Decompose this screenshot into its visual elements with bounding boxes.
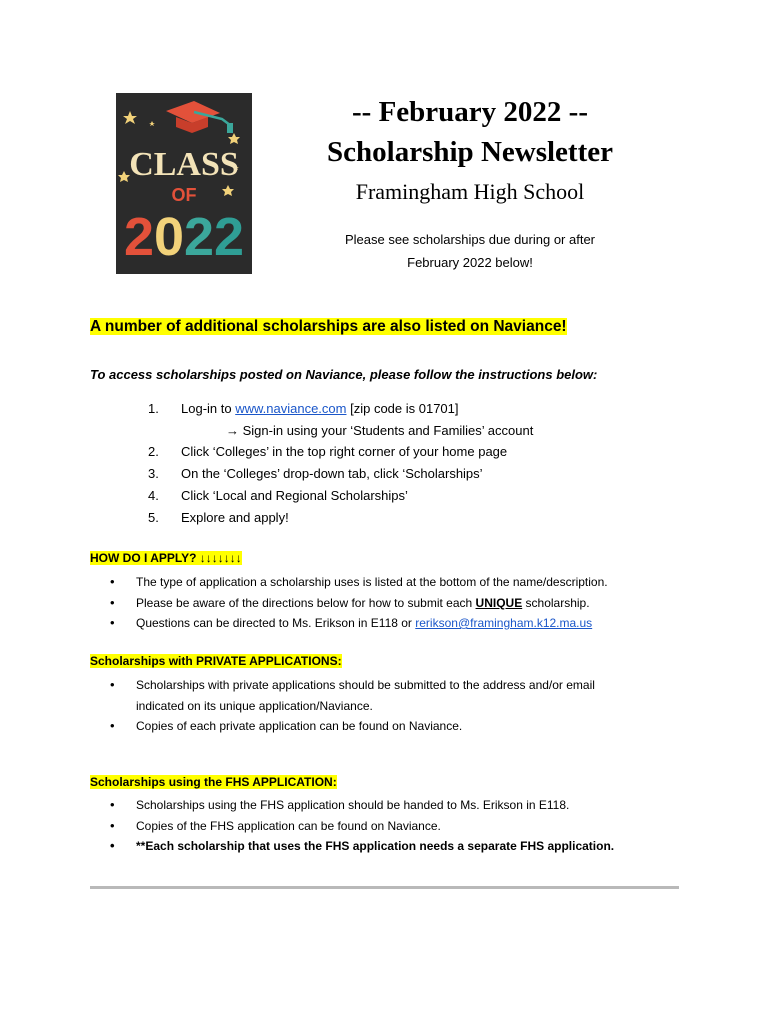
svg-text:2: 2 <box>214 207 245 267</box>
list-item: 2. Click ‘Colleges’ in the top right corner of your home page <box>148 444 508 460</box>
svg-text:CLASS: CLASS <box>129 146 239 183</box>
naviance-link[interactable]: www.naviance.com <box>235 401 347 416</box>
list-item: 5. Explore and apply! <box>148 509 289 525</box>
class-of-2022-logo <box>116 93 252 274</box>
list-item: • Scholarships with private applications should be submitted to the address and/or email indicated on its unique application/Naviance. <box>110 675 640 716</box>
naviance-steps <box>148 398 533 528</box>
list-item: • The type of application a scholarship uses is listed at the bottom of the name/description. <box>110 572 670 593</box>
intro-note: Please see scholarships due during or after February 2022 below! <box>344 232 596 270</box>
list-item: • Copies of the FHS application can be found on Naviance. <box>110 816 670 837</box>
how-to-apply-heading: HOW DO I APPLY? ↓↓↓↓↓↓↓ <box>90 551 242 565</box>
svg-text:2: 2 <box>184 207 215 267</box>
list-item: • Scholarships using the FHS application should be handed to Ms. Erikson in E118. <box>110 795 670 816</box>
svg-text:OF: OF <box>171 185 197 205</box>
email-link[interactable]: rerikson@framingham.k12.ma.us <box>415 616 593 630</box>
page-title: -- February 2022 -- Scholarship Newsletter <box>327 96 613 168</box>
naviance-heading: A number of additional scholarships are also listed on Naviance! <box>90 318 567 335</box>
divider <box>90 886 679 889</box>
naviance-instructions: To access scholarships posted on Naviance, please follow the instructions below: <box>90 367 598 382</box>
list-item: • Questions can be directed to Ms. Erikson in E118 or rerikson@framingham.k12.ma.us <box>110 613 670 634</box>
list-item: • Copies of each private application can be found on Naviance. <box>110 716 640 737</box>
list-item: 1. Log-in to www.naviance.com [zip code is 01701] <box>148 401 459 416</box>
school-name: Framingham High School <box>355 179 585 204</box>
list-item: 4. Click ‘Local and Regional Scholarships’ <box>148 487 408 503</box>
list-item: • **Each scholarship that uses the FHS application needs a separate FHS application. <box>110 836 670 857</box>
fhs-list <box>110 795 670 857</box>
private-applications-heading: Scholarships with PRIVATE APPLICATIONS: <box>90 654 342 668</box>
list-item: 3. On the ‘Colleges’ drop-down tab, click ‘Scholarships’ <box>148 466 483 482</box>
svg-text:0: 0 <box>154 207 185 267</box>
svg-text:2: 2 <box>124 207 155 267</box>
list-item: • Please be aware of the directions below for how to submit each UNIQUE scholarship. <box>110 593 670 614</box>
sub-step: → Sign-in using your ‘Students and Families’ account <box>226 422 534 438</box>
fhs-application-heading: Scholarships using the FHS APPLICATION: <box>90 775 337 789</box>
apply-list <box>110 572 670 634</box>
private-list <box>110 675 640 737</box>
